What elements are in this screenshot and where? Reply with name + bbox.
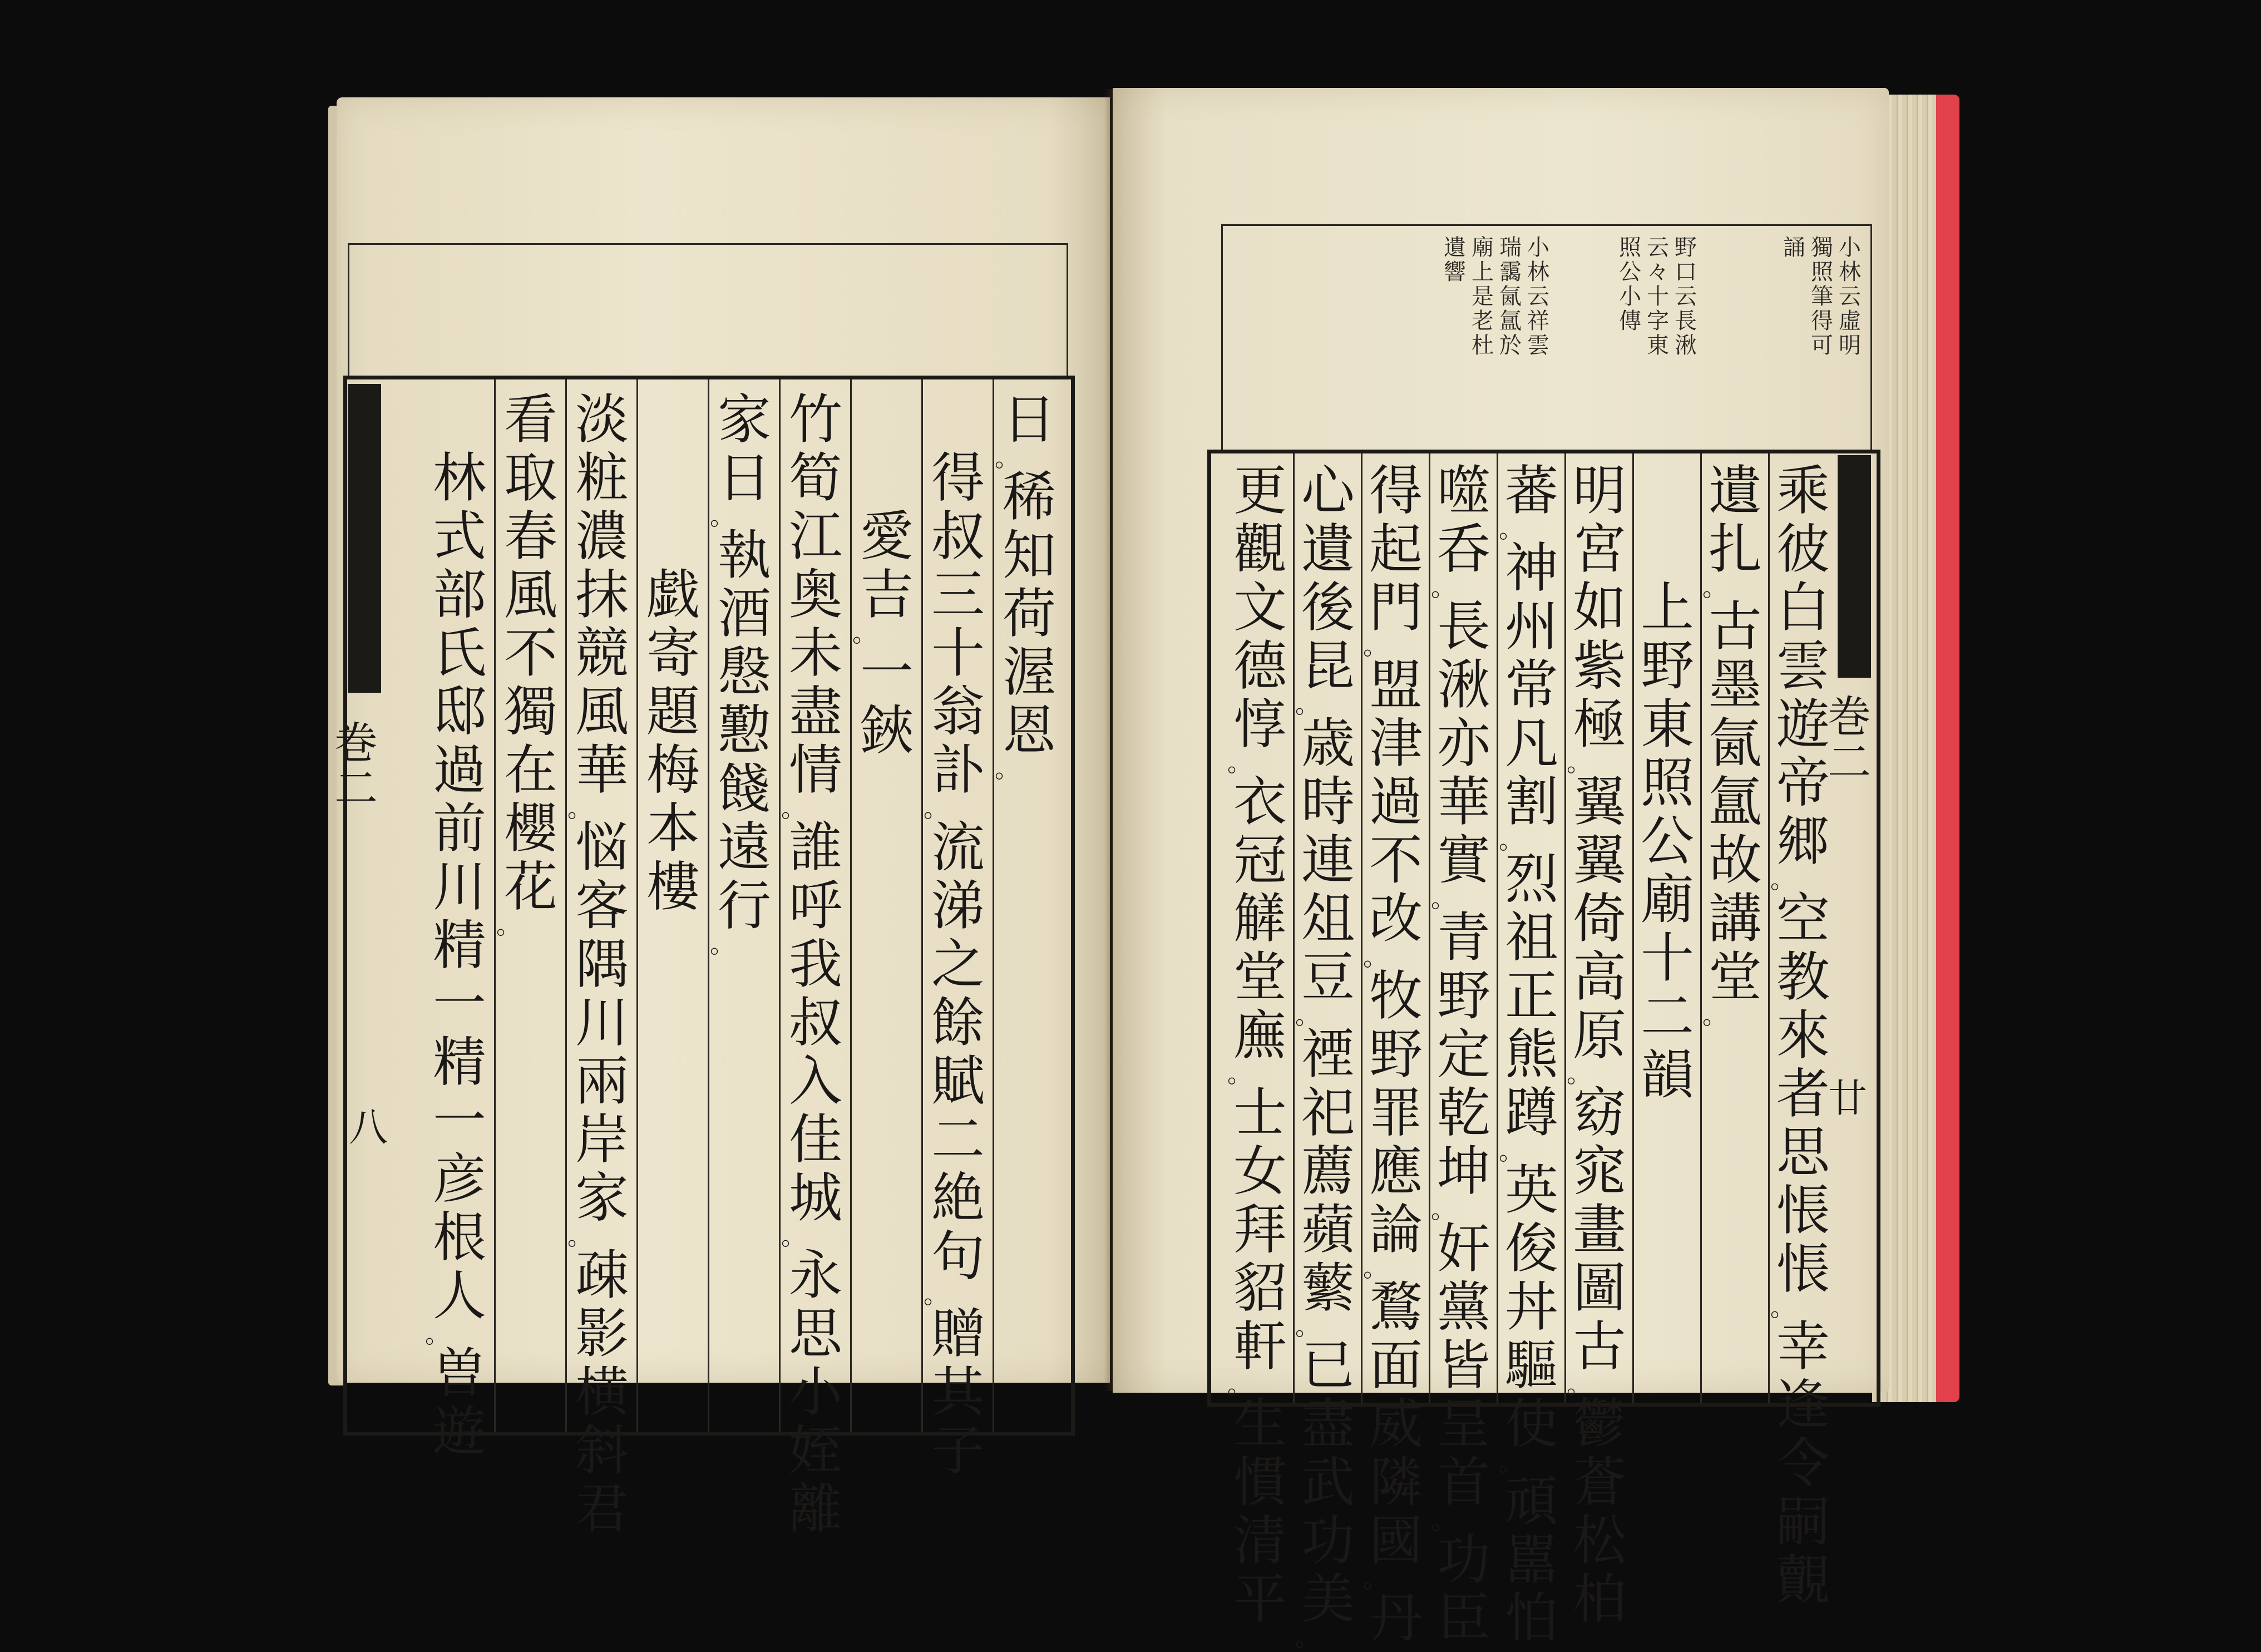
head-note-column: 遺 響 (1444, 235, 1466, 285)
left-head-area (348, 243, 1068, 377)
right-page (1113, 88, 1889, 1652)
right-text-column: 更 觀 文 德 惇 。 衣 冠 觲 堂 廡 。 士 女 拜 貂 軒 。 生 慣 清 平 (1227, 460, 1287, 1630)
head-note-column: 照 公 小 傳 (1619, 235, 1641, 334)
left-text-column: 家 日 。 執 酒 慇 懃 餞 遠 行 。 (710, 388, 771, 959)
right-text-column: 上 野 東 照 公 廟 十 二 韻 (1641, 576, 1694, 1106)
head-note-column: 誦 (1783, 235, 1805, 260)
right-volume-label (1828, 694, 1871, 786)
volume-label-char: 二 (334, 764, 378, 814)
left-text-column: 得 叔 三 十 翁 訃 。 流 涕 之 餘 賦 二 絶 句 。 贈 其 子 (924, 447, 985, 1482)
left-text-column: 林 式 部 氏 邸 過 前 川 精 一 精 一 彦 根 人 。 曽 遊 (425, 447, 486, 1463)
head-note-column: 獨 照 筆 得 可 (1811, 235, 1833, 358)
left-text-column: 竹 筍 江 奥 未 盡 情 。 誰 呼 我 叔 入 佳 城 。 永 思 小 姪 離 (781, 388, 842, 1540)
left-text-column: 看 取 春 風 不 獨 在 櫻 花 。 (496, 388, 557, 940)
volume-label-char: 巻 (334, 718, 378, 768)
right-text-column: 心 遺 後 昆 。 歳 時 連 俎 豆 。 禋 祀 薦 蘋 蘩 。 已 盡 武 功 美 。 (1295, 460, 1355, 1652)
volume-label-char: 巻 (1828, 692, 1872, 742)
left-volume-label (334, 718, 378, 814)
left-page-number: 八 (349, 1104, 388, 1150)
red-cover-edge (1936, 95, 1959, 1402)
left-text-column: 淡 粧 濃 抹 競 風 華 。 悩 客 隅 川 兩 岸 家 。 疎 影 横 斜 君 (567, 388, 629, 1540)
left-page (334, 97, 1110, 1540)
left-text-column: 日 。 稀 知 荷 渥 恩 。 (995, 388, 1056, 783)
head-note-column: 小 林 云 祥 雲 (1527, 235, 1549, 358)
right-text-column: 遺 扎 。 古 墨 氤 氲 故 講 堂 。 (1702, 460, 1762, 1030)
head-note-column: 廟 上 是 老 杜 (1472, 235, 1494, 358)
right-text-column: 噬 呑 。 長 湫 亦 華 實 。 青 野 定 乾 坤 。 奸 黨 皆 呈 首 。 功 臣 (1431, 460, 1490, 1649)
left-fishtail (348, 384, 381, 693)
head-note-column: 云 々 十 字 東 (1647, 235, 1669, 358)
head-note-column: 野 口 云 長 湫 (1675, 235, 1697, 358)
head-note-column: 小 林 云 虛 明 (1839, 235, 1861, 358)
head-note-column: 瑞 靄 氤 氲 於 (1499, 235, 1522, 358)
right-text-frame (1207, 450, 1880, 1652)
right-text-column: 明 宮 如 紫 極 。 翼 翼 倚 高 原 。 窈 窕 畫 圖 古 。 鬱 蒼 松 柏 (1567, 460, 1626, 1630)
right-page-number: 廿 (1828, 1076, 1867, 1121)
left-text-column: 愛 吉 。 一 鋏 (852, 505, 914, 762)
volume-label-char: 二 (1828, 738, 1872, 788)
right-text-column: 蕃 。 神 州 常 凡 割 。 烈 祖 正 熊 蹲 。 英 俊 丼 驅 使 。 頑 嚚 怕 (1499, 460, 1558, 1649)
left-text-column: 戯 寄 題 梅 本 樓 (646, 564, 700, 918)
right-text-column: 乘 彼 白 雲 遊 帝 郷 。 空 教 來 者 思 悵 悵 。 幸 逢 令 嗣 覿 (1770, 460, 1830, 1611)
left-text-frame (343, 376, 1075, 1540)
right-text-column: 得 起 門 。 盟 津 過 不 改 。 牧 野 罪 應 論 。 鶩 面 威 隣 國 。 丹 (1363, 460, 1423, 1649)
right-fishtail (1838, 455, 1871, 678)
